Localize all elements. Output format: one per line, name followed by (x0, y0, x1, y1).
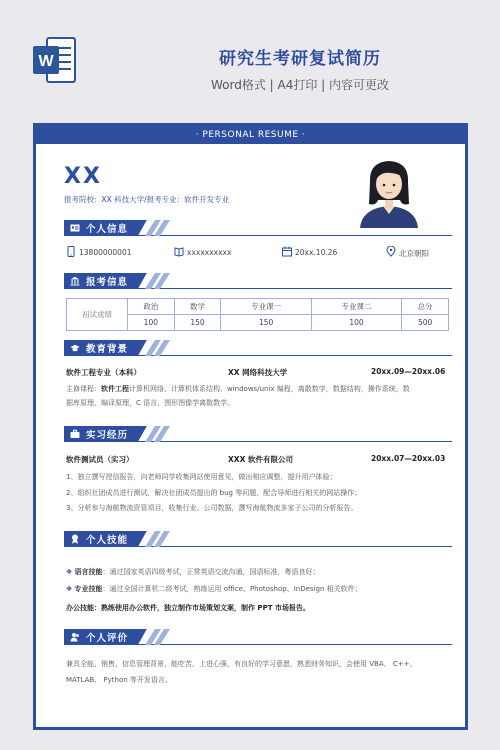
internship-duties (66, 470, 452, 517)
scores-row-label: 初试成绩 (67, 299, 128, 331)
skill-pro-label: 专业技能 (74, 584, 103, 593)
skill-office (66, 600, 452, 617)
scores-table (66, 298, 449, 331)
evaluation-line2: MATLAB、 Python 等开发语言。 (66, 676, 172, 684)
duty-item: 3、分析参与海航物流资管项目，收集行业、公司数据，撰写海航物流多家子公司的分析报告。 (66, 504, 358, 512)
section-education (64, 340, 452, 356)
school-building-icon (70, 276, 80, 286)
section-skills (64, 531, 452, 547)
scores-header-row (67, 299, 449, 315)
score-value: 500 (402, 315, 449, 331)
section-title-personal: 个人信息 (86, 224, 129, 235)
score-header: 数学 (174, 299, 221, 315)
section-evaluation (64, 629, 452, 645)
avatar (354, 156, 424, 228)
phone-value: 13800000001 (79, 248, 132, 257)
svg-text:W: W (38, 53, 54, 70)
skills-list (66, 564, 452, 617)
award-ribbon-icon (70, 534, 80, 544)
phone-icon (66, 246, 76, 257)
skill-language-label: 语言技能 (74, 568, 103, 576)
score-header: 政治 (128, 299, 175, 315)
duty-item: 2、组织社团成员进行测试，解决社团成员提出的 bug 等问题，配合导师进行相关的网站操作； (66, 488, 362, 497)
intern-period: 20xx.07—20xx.03 (371, 454, 446, 463)
score-header: 总分 (402, 299, 449, 315)
personal-resume-bar: · PERSONAL RESUME · (36, 126, 465, 144)
skill-office-label: 办公技能 (66, 604, 94, 612)
intern-company: XXX 软件有限公司 (228, 455, 293, 464)
section-exam-info (64, 273, 452, 289)
score-value: 150 (221, 315, 311, 331)
score-value: 100 (128, 315, 175, 331)
score-header: 专业课一 (221, 299, 311, 315)
section-personal-info (64, 220, 452, 236)
score-value: 100 (311, 315, 401, 331)
birth-value: 20xx.10.26 (295, 248, 338, 257)
score-header: 专业课二 (311, 299, 401, 315)
top-banner (0, 0, 500, 118)
courses-major: 软件工程 (101, 385, 129, 393)
courses-line2: 据库原理，编译原理，C 语言，图形图像学离散数学。 (66, 399, 235, 407)
courses-label: 主修课程： (66, 385, 101, 393)
skill-language: ❖ 语言技能：通过国家英语四级考试，正常英语交流沟通，国语标准，粤语良好； (66, 568, 320, 576)
section-title-evaluation: 个人评价 (86, 633, 129, 644)
location-pin-icon (386, 246, 396, 257)
education-period: 20xx.09—20xx.06 (371, 367, 446, 376)
banner-subtitle: Word格式 | A4打印 | 内容可更改 (210, 78, 390, 92)
personal-info-row (66, 245, 456, 261)
banner-title: 研究生考研复试简历 (219, 49, 381, 69)
briefcase-icon (70, 429, 80, 439)
section-title-internship: 实习经历 (86, 430, 129, 441)
candidate-name: XX (64, 164, 102, 189)
duty-item: 1、独立撰写授信报告，向老师同学收集网站使用意见，做出相应调整，提升用户体验； (66, 473, 337, 481)
apply-target: 报考院校：XX 科技大学/报考专业：软件开发专业 (64, 195, 230, 204)
location-value: 北京朝阳 (399, 249, 429, 258)
courses-text (66, 382, 452, 410)
section-title-education: 教育背景 (86, 344, 129, 355)
skill-professional: ❖ 专业技能：通过全国计算机二级考试，熟练运用 office、Photoshop、InDesign 相关软件； (66, 584, 362, 593)
skill-pro-text: ：通过全国计算机二级考试，熟练运用 office、Photoshop、InDesign 相关软件； (102, 584, 362, 593)
id-card-icon (70, 223, 80, 233)
intern-role: 软件测试员（实习） (66, 455, 134, 464)
evaluation-line1: 兼具全能、销售、信息管理背景，能吃苦，上进心强，有良好的学习意愿，熟悉财务知识，会使用 VBA、 C++、 (66, 660, 417, 668)
word-icon (33, 36, 77, 84)
section-title-skills: 个人技能 (86, 535, 129, 546)
section-title-exam: 报考信息 (86, 277, 129, 288)
courses-line1: 计算机网络、计算机体系结构、windows/unix 编程，离散数学，数据结构，操作系统，数 (129, 385, 410, 393)
graduation-cap-icon (70, 343, 80, 353)
email-value: xxxxxxxxxx (187, 248, 232, 257)
score-value: 150 (174, 315, 221, 331)
degree: 软件工程专业（本科） (66, 368, 141, 377)
resume-sheet (33, 123, 468, 730)
school: XX 网络科技大学 (228, 368, 288, 377)
calendar-icon (282, 246, 292, 257)
section-internship (64, 426, 452, 442)
user-group-icon (70, 632, 80, 642)
skill-office-text: ：熟练使用办公软件，独立制作市场策划文案，制作 PPT 市场报告。 (94, 604, 310, 612)
book-icon (174, 246, 184, 257)
evaluation-text (66, 656, 452, 688)
skill-language-text: ：通过国家英语四级考试，正常英语交流沟通，国语标准，粤语良好； (102, 568, 320, 576)
